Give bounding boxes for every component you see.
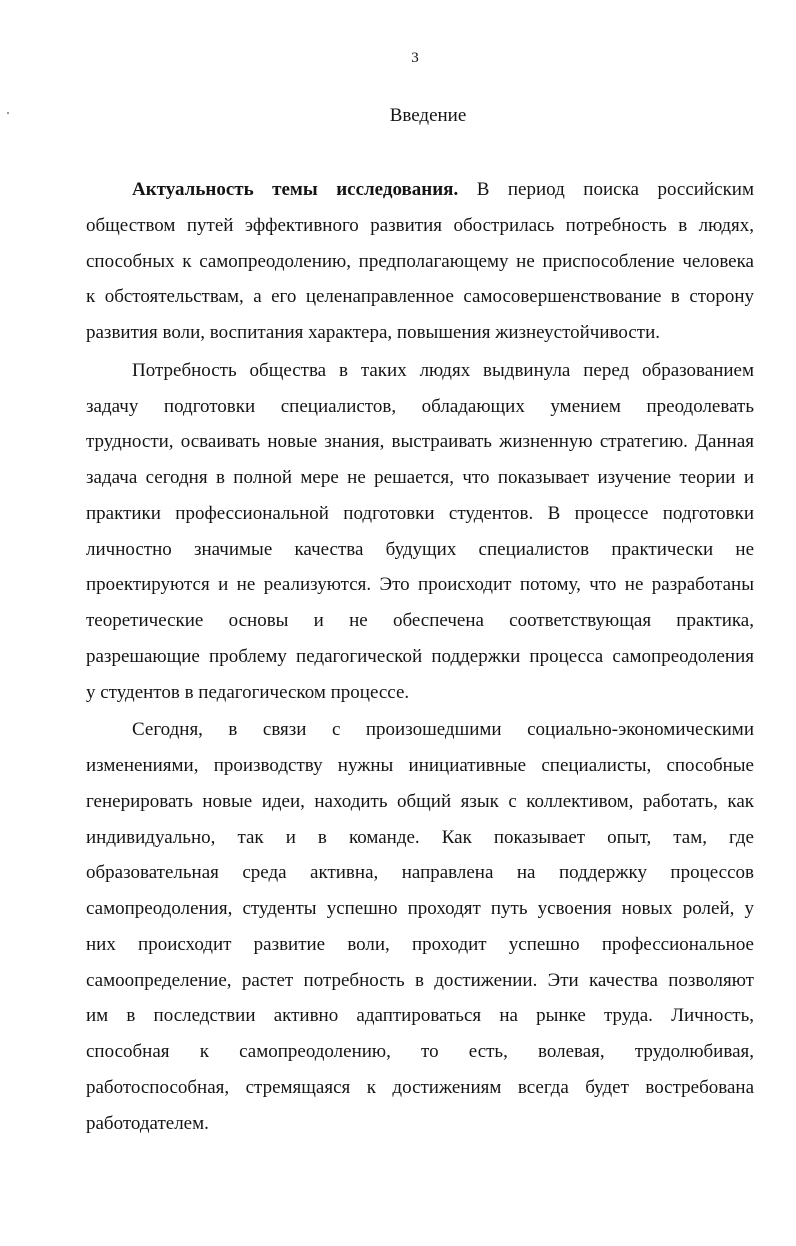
paragraph-1-line-3: способных к самопреодолению, предполагающему не приспособление человека xyxy=(86,250,754,272)
paragraph-3-line-4: индивидуально, так и в команде. Как показывает опыт, там, где xyxy=(86,826,754,848)
paragraph-2-line-3: трудности, осваивать новые знания, выстраивать жизненную стратегию. Данная xyxy=(86,431,754,453)
paragraph-2-line-9: разрешающие проблему педагогической поддержки процесса самопреодоления xyxy=(86,645,754,667)
paragraph-3-line-12: работодателем. xyxy=(86,1112,209,1134)
paragraph-2-line-2: задачу подготовки специалистов, обладающих умением преодолевать xyxy=(86,395,754,417)
paragraph-3-line-5: образовательная среда активна, направлена на поддержку процессов xyxy=(86,862,754,884)
paragraph-2-line-10: у студентов в педагогическом процессе. xyxy=(86,681,410,703)
body-text xyxy=(86,172,754,1141)
paragraph-3-line-2: изменениями, производству нужны инициативные специалисты, способные xyxy=(86,755,754,776)
paragraph-3-line-10: способная к самопреодолению, то есть, волевая, трудолюбивая, xyxy=(86,1041,754,1062)
paragraph-2-line-5: практики профессиональной подготовки студентов. В процессе подготовки xyxy=(86,502,754,524)
paragraph-3-line-7: них происходит развитие воли, проходит успешно профессиональное xyxy=(86,933,754,955)
paragraph-3-line-9: им в последствии активно адаптироваться на рынке труда. Личность, xyxy=(86,1005,754,1027)
paragraph-2-line-8: теоретические основы и не обеспечена соответствующая практика, xyxy=(86,610,754,631)
paragraph-1-line-1 xyxy=(86,172,754,208)
page-number: 3 xyxy=(411,50,419,66)
paragraph-3-line-11: работоспособная, стремящаяся к достижениям всегда будет востребована xyxy=(86,1076,754,1098)
paragraph-1-line-4: к обстоятельствам, а его целенаправленное самосовершенствование в сторону xyxy=(86,286,754,308)
paragraph-1-line-2: обществом путей эффективного развития обострилась потребность в людях, xyxy=(86,214,754,236)
paragraph-1-line-1-rest: В период поиска российским xyxy=(458,179,754,200)
paragraph-2-line-4: задача сегодня в полной мере не решается, что показывает изучение теории и xyxy=(86,467,754,488)
paragraph-1-line-5: развития воли, воспитания характера, повышения жизнеустойчивости. xyxy=(86,322,660,343)
section-heading: Введение xyxy=(389,105,467,126)
paragraph-3-line-3: генерировать новые идеи, находить общий язык с коллективом, работать, как xyxy=(86,790,754,812)
paragraph-1-lead: Актуальность темы исследования. xyxy=(132,179,459,200)
paragraph-2-line-7: проектируются и не реализуются. Это происходит потому, что не разработаны xyxy=(86,574,754,596)
paragraph-2-line-6: личностно значимые качества будущих специалистов практически не xyxy=(86,538,754,560)
paragraph-2-line-1: Потребность общества в таких людях выдвинула перед образованием xyxy=(132,359,754,381)
paragraph-3-line-1: Сегодня, в связи с произошедшими социально-экономическими xyxy=(132,719,754,741)
paragraph-3-line-8: самоопределение, растет потребность в достижении. Эти качества позволяют xyxy=(86,969,754,991)
paragraph-3-line-6: самопреодоления, студенты успешно проходят путь усвоения новых ролей, у xyxy=(86,898,754,919)
